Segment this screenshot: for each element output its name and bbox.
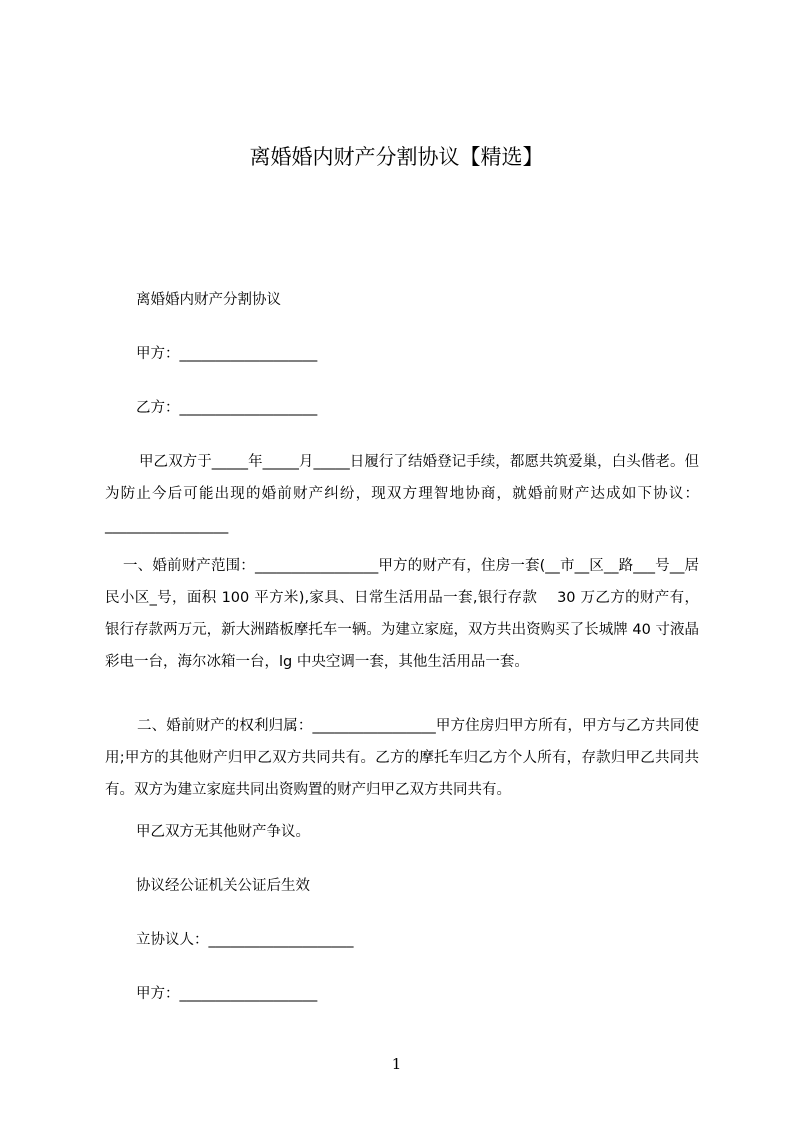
party-a-signature-line: 甲方：___________________ [136, 986, 318, 1002]
party-b-line: 乙方：___________________ [136, 400, 318, 416]
page-number: 1 [391, 1055, 402, 1073]
agreement-subtitle: 离婚婚内财产分割协议 [136, 292, 281, 308]
party-a-line: 甲方：___________________ [136, 346, 318, 362]
intro-paragraph: 甲乙双方于_____年_____月_____日履行了结婚登记手续，都愿共筑爱巢，白头偕老。但为防止今后可能出现的婚前财产纠纷，现双方理智地协商，就婚前财产达成如下协议：_________________ [105, 454, 699, 534]
clause-property-ownership: 二、婚前财产的权利归属：_________________甲方住房归甲方所有，甲方与乙方共同使用;甲方的其他财产归甲乙双方共同共有。乙方的摩托车归乙方个人所有，存款归甲乙共同共有。双方为建立家庭共同出资购置的财产归甲乙双方共同共有。 [105, 718, 699, 798]
notarization-statement: 协议经公证机关公证后生效 [136, 878, 310, 894]
no-dispute-statement: 甲乙双方无其他财产争议。 [136, 824, 310, 840]
clause-premarital-property-scope: 一、婚前财产范围：_________________甲方的财产有，住房一套(__市__区__路___号__居民小区_号，面积 100 平方米),家具、日常生活用品一套,银行存款 30 万乙方的财产有，银行存款两万元，新大洲踏板摩托车一辆。为建立家庭，双方共出资购买了长城牌 40 寸液晶彩电一台，海尔冰箱一台，lg 中央空调一套，其他生活用品一套。 [105, 558, 699, 670]
signatory-line: 立协议人：____________________ [136, 932, 354, 948]
document-title: 离婚婚内财产分割协议【精选】 [249, 145, 544, 169]
